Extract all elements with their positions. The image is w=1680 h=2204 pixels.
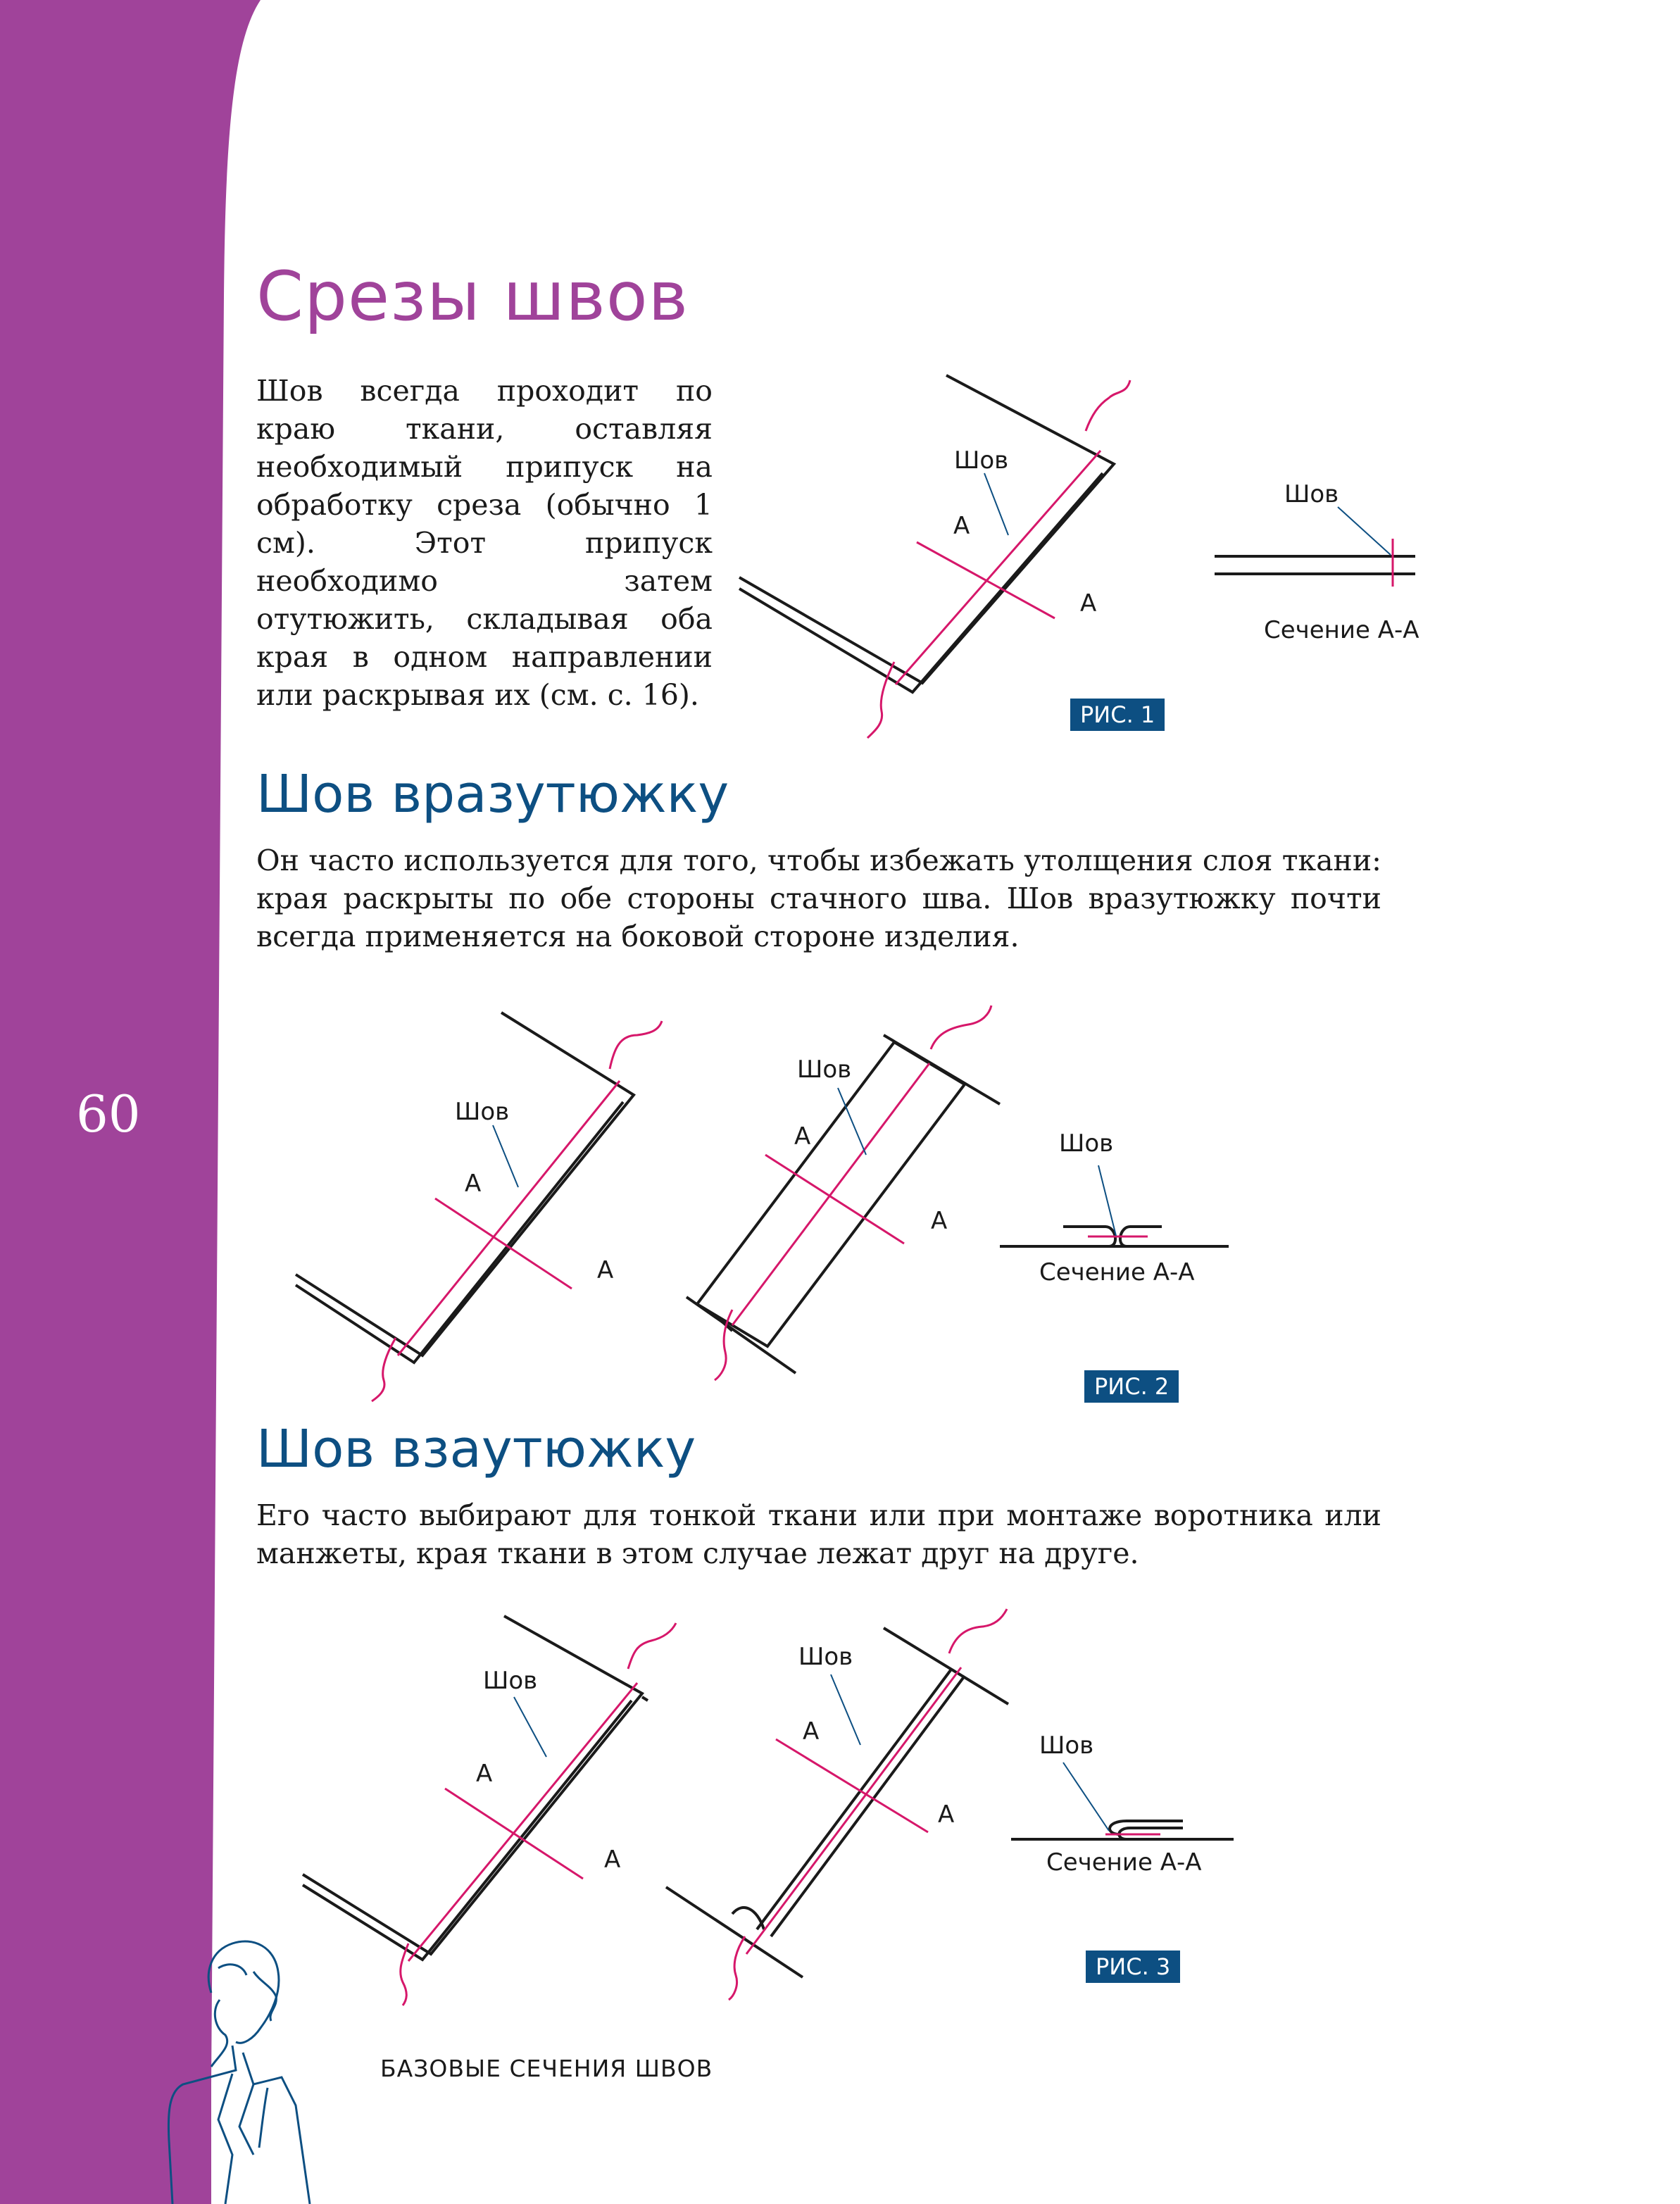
page-title: Срезы швов [256,257,689,336]
section-heading-pressed-seam: Шов взаутюжку [256,1419,696,1479]
fig3-section-drawing [1011,1821,1234,1839]
fig2-left-a-label-1: А [465,1170,482,1198]
fig3-section-seam-label: Шов [1039,1732,1094,1760]
fig1-section-seam-label: Шов [1284,480,1339,508]
fig1-section-aa-label: Сечение А-А [1264,616,1419,644]
page-number: 60 [76,1084,141,1144]
fig3-mid-a-label-2: А [938,1801,955,1829]
fig3-mid-seam-label: Шов [798,1643,853,1671]
fig1-a-label-2: А [1080,589,1097,618]
fig1-seam-label: Шов [954,446,1009,475]
fig2-left-seam-label: Шов [455,1098,510,1126]
fig3-left-a-label-2: А [604,1846,621,1874]
fig2-section-seam-label: Шов [1059,1129,1114,1158]
section-text-open-seam: Он часто используется для того, чтобы избежать утолщения слоя ткани: края раскрыты по обе стороны стачного шва. Шов вразутюжку почти всегда применяется на боковой стороне изделия. [256,844,1381,953]
woman-sketch-illustration [168,1941,310,2204]
intro-paragraph: Шов всегда проходит по краю ткани, оставляя необходимый припуск на обработку среза (обычно 1 см). Этот припуск необходимо затем отутюжить, складывая оба края в одном направлении или раскрывая их (см. с. 16). [256,374,713,712]
fig2-section-aa-label: Сечение А-А [1039,1258,1195,1286]
fig1-seam-drawing [739,375,1114,692]
fig3-left-seam-label: Шов [483,1667,538,1695]
fig1-section-drawing [1215,556,1415,574]
section-text-pressed-seam: Его часто выбирают для тонкой ткани или при монтаже воротника или манжеты, края ткани в этом случае лежат друг на друге. [256,1498,1381,1570]
fig2-mid-a-label-2: А [931,1207,948,1235]
fig3-middle-drawing [666,1628,1008,1977]
fig2-mid-seam-label: Шов [797,1056,852,1084]
figure-badge-1: РИС. 1 [1070,699,1165,731]
fig3-section-aa-label: Сечение А-А [1046,1848,1202,1877]
fig3-left-drawing [303,1616,648,1960]
figure-badge-2: РИС. 2 [1084,1370,1179,1403]
section-heading-open-seam: Шов вразутюжку [256,764,729,825]
fig2-left-a-label-2: А [597,1256,614,1284]
fig1-a-label-1: А [953,512,970,540]
running-footer: БАЗОВЫЕ СЕЧЕНИЯ ШВОВ [380,2055,713,2082]
fig3-left-a-label-1: А [476,1760,493,1788]
figure-badge-3: РИС. 3 [1086,1951,1180,1983]
fig3-mid-a-label-1: А [803,1717,820,1746]
fig2-mid-a-label-1: А [794,1122,811,1151]
